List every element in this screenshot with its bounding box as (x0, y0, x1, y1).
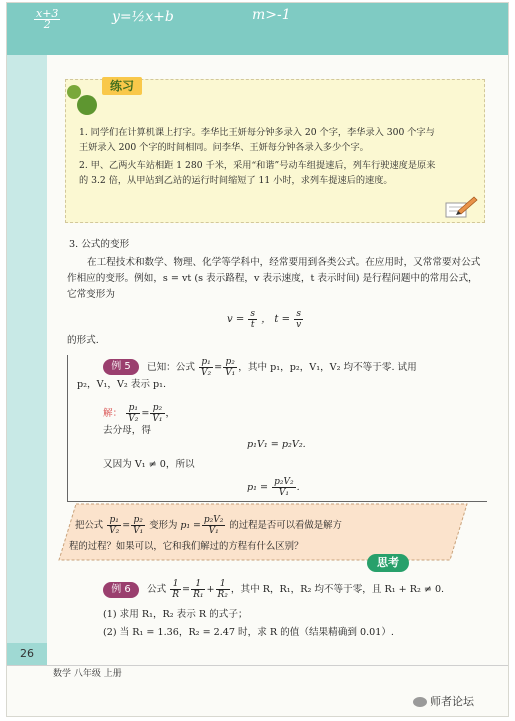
example5-eq2: p₁ = $\frac{\text{p₂V₂}}{\text{V₁}}$ . (247, 477, 300, 498)
section-tail: 的形式. (67, 335, 99, 346)
pencil-icon (444, 195, 478, 219)
example6-question1: (1) 求用 R₁，R₂ 表示 R 的式子； (103, 609, 248, 620)
example5-stem-line2: p₂，V₁，V₂ 表示 p₁. (77, 379, 167, 390)
think-line1: 把公式 $\frac{\text{p₁}}{\text{V₂}}$ = $\frac{\text{p₂}}{\text{V₁}}$ 变形为 p₁ = $\frac{\text{p₂V₂}}{\text{V₁}}$ 的过程是否可以看做是解方 (75, 515, 342, 536)
example5-solution-start: 解： $\frac{\text{p₁}}{\text{V₂}}$ = $\frac{\text{p₂}}{\text{V₁}}$ ， (103, 403, 176, 424)
exercise-ball-icon (77, 95, 97, 115)
watermark: 师者论坛 (413, 693, 474, 709)
example6-question2: (2) 当 R₁ = 1.36，R₂ = 2.47 时，求 R 的值（结果精确到 0.01）. (103, 627, 394, 638)
exercise-item-2: 2. 甲、乙两火车站相距 1 280 千米，采用“和谐”号动车组提速后，列车行驶速度是原来的 3.2 倍，从甲站到乙站的运行时间缩短了 11 小时，求列车提速后的速度。 (79, 160, 436, 186)
section-paragraph: 在工程技术和数学、物理、化学等学科中，经常要用到各类公式。在应用时，又常常要对公式作相应的变形。例如，s = vt (s 表示路程，v 表示速度，t 表示时间) 是行程问题中的常用公式，它常变形为 (67, 257, 481, 300)
header-band (7, 3, 509, 55)
footer-book-title: 数学 八年级 上册 (53, 669, 122, 679)
section-title: 3. 公式的变形 (69, 239, 130, 250)
example5-stem: 已知：公式 $\frac{\text{p₁}}{\text{V₂}}$ = $\frac{\text{p₂}}{\text{V₁}}$ ，其中 p₁，p₂，V₁，V₂ 均不等于零. 试用 (147, 357, 417, 378)
header-formula-fraction: $\frac{x+3}{2}$ (36, 7, 59, 31)
example5-badge: 例 5 (103, 359, 139, 375)
solve-label: 解： (103, 408, 123, 419)
example6-stem: 公式 $\frac{1}{R}$ = $\frac{1}{\text{R₁}}$ + $\frac{1}{\text{R₂}}$ ，其中 R，R₁，R₂ 均不等于零，且 R₁ + R₂ ≠ 0. (147, 579, 445, 600)
exercise-ball-icon (67, 85, 81, 99)
header-formula-line: y=½x+b (112, 9, 174, 25)
example5-step2: 又因为 V₁ ≠ 0，所以 (103, 459, 195, 470)
example5-eq1: p₁V₁ = p₂V₂. (247, 439, 306, 450)
example6-badge: 例 6 (103, 582, 139, 598)
exercise-item-1: 1. 同学们在计算机课上打字。李华比王妍每分钟多录入 20 个字，李华录入 300 个字与王妍录入 200 个字的时间相同。问李华、王妍每分钟各录入多少个字。 (79, 127, 435, 153)
think-badge: 思考 (367, 554, 409, 572)
header-formula-inequality: m>-1 (252, 7, 291, 23)
left-margin-strip (7, 55, 47, 653)
example5-step1: 去分母，得 (103, 425, 151, 436)
textbook-page (6, 2, 509, 717)
wechat-icon (413, 697, 427, 707)
page-number: 26 (7, 643, 47, 665)
formula-v-equals-s-over-t: v = $\frac{s}{t}$ ， t = $\frac{s}{v}$ (227, 309, 302, 330)
think-line2: 程的过程？如果可以，它和我们解过的方程有什么区别？ (69, 541, 304, 552)
exercise-title: 练习 (102, 77, 142, 95)
